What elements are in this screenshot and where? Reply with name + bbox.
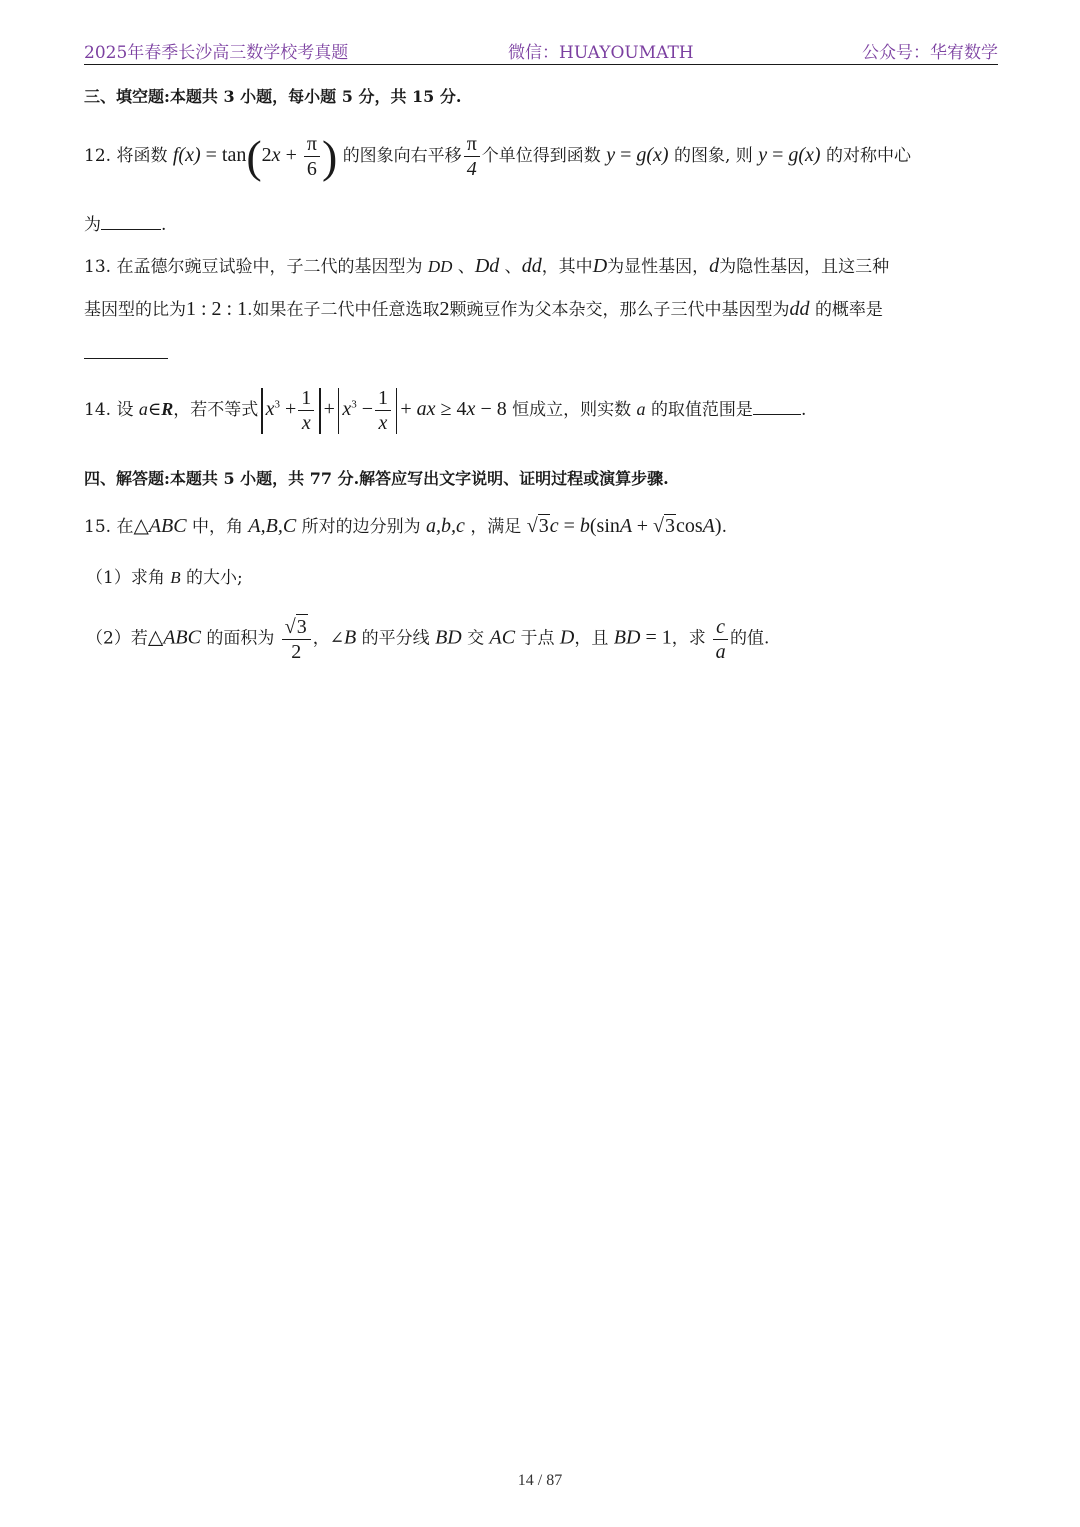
q12-pi-over-6: $\frac{\pi}{6}$ bbox=[304, 132, 320, 181]
q12-get-text: 个单位得到函数 bbox=[481, 146, 601, 166]
header-account: 公众号：华宥数学 bbox=[862, 43, 998, 63]
section-3-title: 三、填空题:本题共 3 小题，每小题 5 分，共 15 分. bbox=[84, 87, 462, 106]
q13-answer-line bbox=[84, 340, 168, 364]
page-number: 14 / 87 bbox=[517, 1472, 563, 1489]
section-4-title: 四、解答题:本题共 5 小题，共 77 分.解答应写出文字说明、证明过程或演算步骤. bbox=[84, 469, 669, 488]
header-wechat: 微信：HUAYOUMATH bbox=[508, 43, 694, 63]
question-12: 12. 将函数 f(x) = tan(2x + $\frac{\pi}{6}$ ) 的图象向右平移 $\frac{\pi}{4}$ 个单位得到函数 y = g(x) 的图象, 则 y = g(x) 的对称中心 bbox=[84, 131, 911, 182]
answer-blank bbox=[84, 340, 168, 359]
q15-part-1: （1）求角 B 的大小; bbox=[86, 568, 243, 588]
q12-end-text: 的对称中心 bbox=[825, 146, 911, 166]
question-14: 14. 设 a∈R，若不等式 $x^3$ + $\frac{1}{x}$ + $x^3$ − $\frac{1}{x}$ + ax ≥ 4x − 8 恒成立，则实数 a 的取值范围是 . bbox=[84, 387, 807, 434]
q12-line2: 为 . bbox=[84, 215, 167, 235]
q15-part-2: （2）若△ABC 的面积为 $\frac{√3}{2}$ ，∠B 的平分线 BD 交 AC 于点 D，且 BD = 1，求 $\frac{c}{a}$ 的值. bbox=[86, 615, 770, 663]
q12-mid-text: 的图象, 则 bbox=[673, 146, 753, 166]
question-15: 15. 在△ABC 中，角 A,B,C 所对的边分别为 a,b,c ，满足 √3c = b(sinA + √3cosA). bbox=[84, 515, 727, 537]
q12-pi-over-4: $\frac{\pi}{4}$ bbox=[464, 132, 480, 181]
answer-blank bbox=[101, 229, 161, 230]
q12-shift-text: 的图象向右平移 bbox=[342, 146, 462, 166]
q12-number: 12. 将函数 bbox=[84, 146, 168, 166]
answer-blank bbox=[753, 414, 801, 415]
q12-fx: f(x) = tan bbox=[172, 144, 247, 166]
question-13-line2: 基因型的比为1 : 2 : 1.如果在子二代中任意选取2颗豌豆作为父本杂交，那么子三代中基因型为dd 的概率是 bbox=[84, 298, 883, 320]
question-13-line1: 13. 在孟德尔豌豆试验中，子二代的基因型为 DD 、Dd 、dd，其中D为显性基因，d为隐性基因，且这三种 bbox=[84, 255, 890, 277]
header-title: 2025年春季长沙高三数学校考真题 bbox=[84, 43, 349, 63]
page-header bbox=[84, 36, 998, 65]
